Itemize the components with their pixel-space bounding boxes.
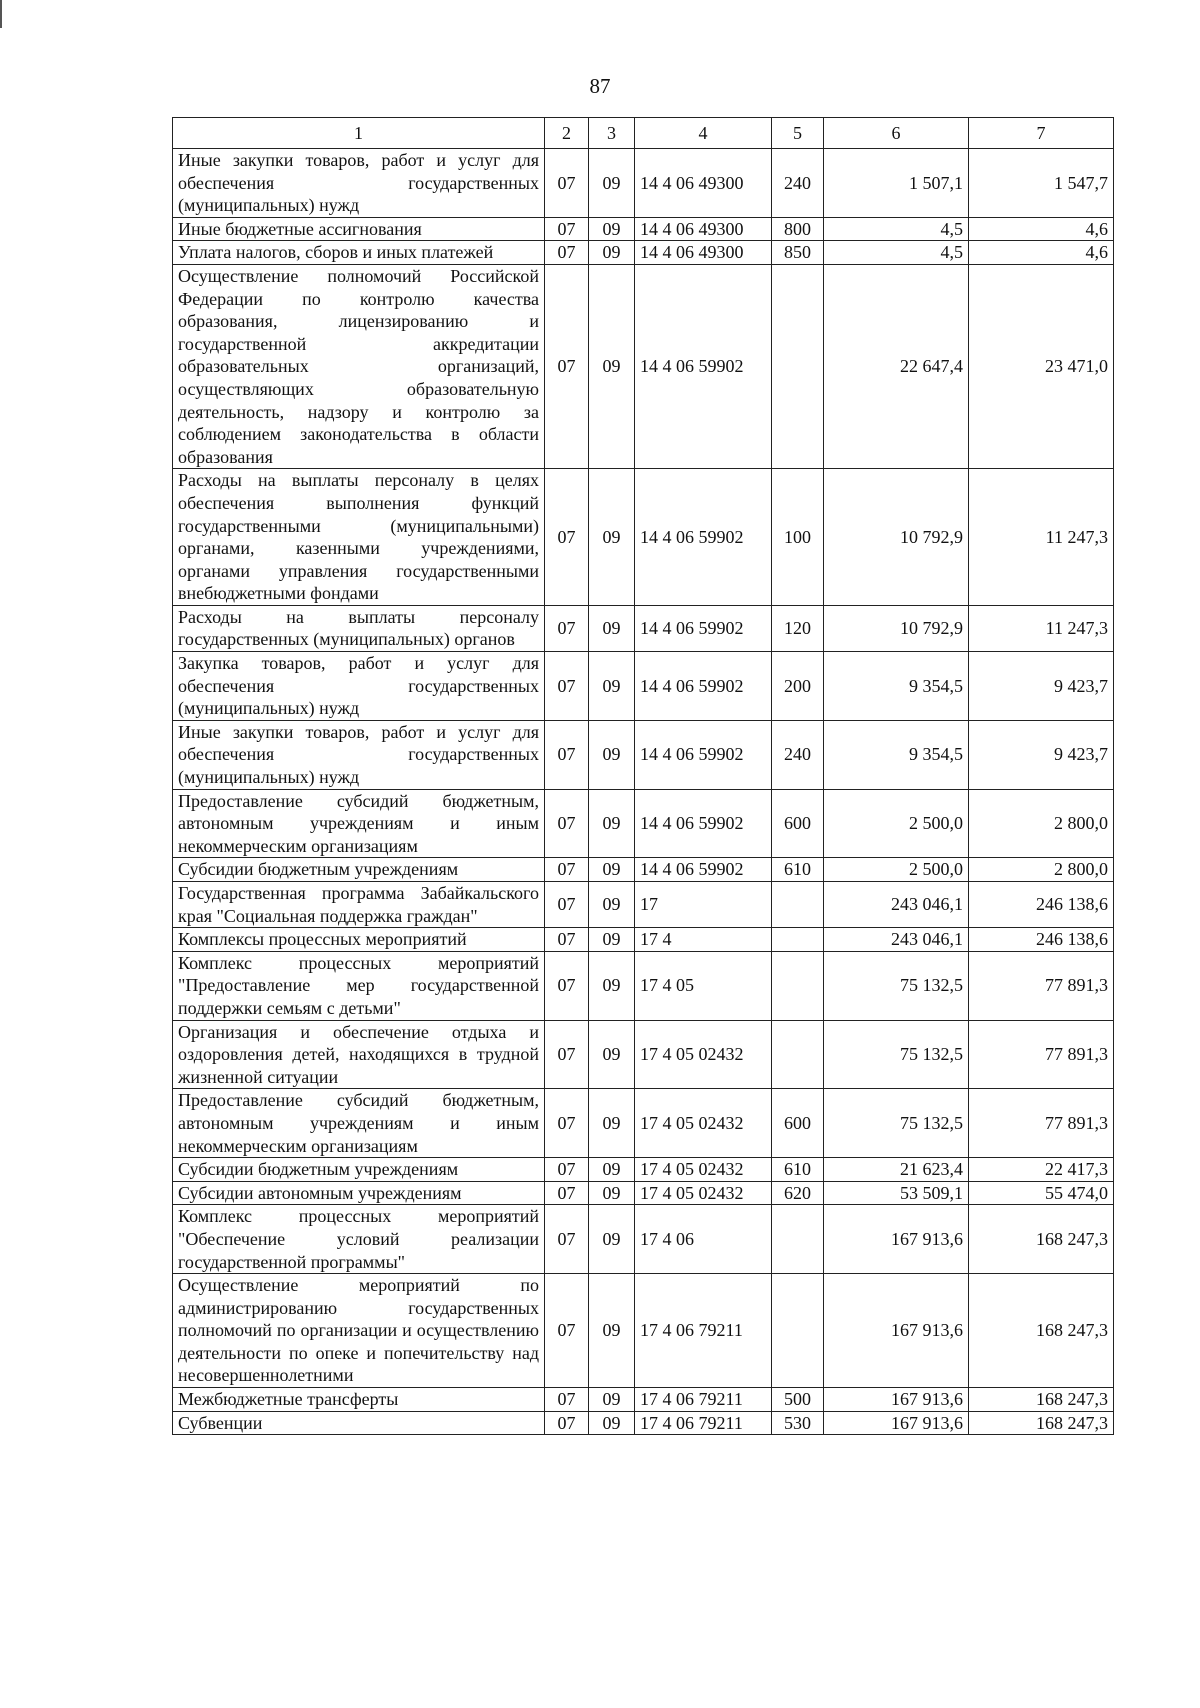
target-item-code-cell: 14 4 06 59902 <box>635 858 772 882</box>
target-item-code-cell: 14 4 06 49300 <box>635 149 772 218</box>
subsection-code-cell: 09 <box>589 1411 635 1435</box>
expense-type-code-cell: 610 <box>772 858 824 882</box>
column-header: 3 <box>589 118 635 149</box>
row-name-cell: Предоставление субсидий бюджетным, автономным учреждениям и иным некоммерческим организациям <box>173 1089 545 1158</box>
amount-col6-cell: 167 913,6 <box>824 1411 969 1435</box>
subsection-code-cell: 09 <box>589 789 635 858</box>
row-name-cell: Комплекс процессных мероприятий "Предоставление мер государственной поддержки семьям с детьми" <box>173 951 545 1020</box>
target-item-code-cell: 17 <box>635 882 772 928</box>
table-row <box>173 1181 1114 1205</box>
table-row <box>173 241 1114 265</box>
table-row <box>173 1089 1114 1158</box>
row-name-cell: Субсидии бюджетным учреждениям <box>173 1158 545 1182</box>
subsection-code-cell: 09 <box>589 149 635 218</box>
target-item-code-cell: 14 4 06 59902 <box>635 264 772 468</box>
amount-col6-cell: 2 500,0 <box>824 858 969 882</box>
target-item-code-cell: 17 4 06 <box>635 1205 772 1274</box>
amount-col6-cell: 9 354,5 <box>824 720 969 789</box>
table-row <box>173 882 1114 928</box>
target-item-code-cell: 17 4 05 02432 <box>635 1181 772 1205</box>
target-item-code-cell: 17 4 05 02432 <box>635 1020 772 1089</box>
subsection-code-cell: 09 <box>589 605 635 651</box>
row-name-cell: Государственная программа Забайкальского края "Социальная поддержка граждан" <box>173 882 545 928</box>
subsection-code-cell: 09 <box>589 858 635 882</box>
target-item-code-cell: 14 4 06 59902 <box>635 605 772 651</box>
expense-type-code-cell <box>772 1020 824 1089</box>
section-code-cell: 07 <box>545 264 589 468</box>
scan-margin-mark <box>0 0 2 28</box>
amount-col6-cell: 22 647,4 <box>824 264 969 468</box>
row-name-cell: Субсидии автономным учреждениям <box>173 1181 545 1205</box>
row-name-cell: Предоставление субсидий бюджетным, автономным учреждениям и иным некоммерческим организациям <box>173 789 545 858</box>
section-code-cell: 07 <box>545 241 589 265</box>
subsection-code-cell: 09 <box>589 928 635 952</box>
table-row <box>173 469 1114 606</box>
amount-col7-cell: 77 891,3 <box>969 1089 1114 1158</box>
subsection-code-cell: 09 <box>589 1089 635 1158</box>
table-row <box>173 1388 1114 1412</box>
column-header: 1 <box>173 118 545 149</box>
table-row <box>173 264 1114 468</box>
expense-type-code-cell: 600 <box>772 789 824 858</box>
target-item-code-cell: 17 4 05 02432 <box>635 1158 772 1182</box>
subsection-code-cell: 09 <box>589 1388 635 1412</box>
target-item-code-cell: 17 4 05 02432 <box>635 1089 772 1158</box>
expense-type-code-cell: 610 <box>772 1158 824 1182</box>
table-row <box>173 928 1114 952</box>
amount-col6-cell: 4,5 <box>824 241 969 265</box>
expense-type-code-cell: 800 <box>772 217 824 241</box>
expense-type-code-cell: 120 <box>772 605 824 651</box>
subsection-code-cell: 09 <box>589 264 635 468</box>
table-row <box>173 1205 1114 1274</box>
expense-type-code-cell <box>772 1274 824 1388</box>
amount-col7-cell: 246 138,6 <box>969 928 1114 952</box>
amount-col7-cell: 168 247,3 <box>969 1205 1114 1274</box>
amount-col6-cell: 75 132,5 <box>824 1089 969 1158</box>
amount-col7-cell: 2 800,0 <box>969 858 1114 882</box>
table-row <box>173 652 1114 721</box>
expense-type-code-cell: 240 <box>772 149 824 218</box>
amount-col7-cell: 2 800,0 <box>969 789 1114 858</box>
amount-col6-cell: 243 046,1 <box>824 928 969 952</box>
target-item-code-cell: 17 4 06 79211 <box>635 1388 772 1412</box>
expense-type-code-cell <box>772 882 824 928</box>
target-item-code-cell: 14 4 06 59902 <box>635 720 772 789</box>
table-row <box>173 789 1114 858</box>
amount-col7-cell: 246 138,6 <box>969 882 1114 928</box>
amount-col6-cell: 75 132,5 <box>824 951 969 1020</box>
table-row <box>173 149 1114 218</box>
row-name-cell: Комплексы процессных мероприятий <box>173 928 545 952</box>
row-name-cell: Межбюджетные трансферты <box>173 1388 545 1412</box>
subsection-code-cell: 09 <box>589 652 635 721</box>
row-name-cell: Иные закупки товаров, работ и услуг для обеспечения государственных (муниципальных) нужд <box>173 720 545 789</box>
column-header: 2 <box>545 118 589 149</box>
target-item-code-cell: 14 4 06 59902 <box>635 652 772 721</box>
row-name-cell: Осуществление полномочий Российской Федерации по контролю качества образования, лицензированию и государственной аккредитации образовательных организаций, осуществляющих образовательную деятельность, надзору и контролю за соблюдением законодательства в области образования <box>173 264 545 468</box>
table-row <box>173 605 1114 651</box>
table-row <box>173 1020 1114 1089</box>
amount-col6-cell: 167 913,6 <box>824 1205 969 1274</box>
section-code-cell: 07 <box>545 149 589 218</box>
section-code-cell: 07 <box>545 1181 589 1205</box>
expense-type-code-cell: 100 <box>772 469 824 606</box>
target-item-code-cell: 14 4 06 49300 <box>635 217 772 241</box>
amount-col6-cell: 243 046,1 <box>824 882 969 928</box>
amount-col7-cell: 168 247,3 <box>969 1274 1114 1388</box>
expense-type-code-cell: 530 <box>772 1411 824 1435</box>
section-code-cell: 07 <box>545 1274 589 1388</box>
table-row <box>173 1274 1114 1388</box>
table-row <box>173 1158 1114 1182</box>
expense-type-code-cell <box>772 1205 824 1274</box>
row-name-cell: Осуществление мероприятий по администрированию государственных полномочий по организации и осуществлению деятельности по опеке и попечительству над несовершеннолетними <box>173 1274 545 1388</box>
target-item-code-cell: 17 4 06 79211 <box>635 1274 772 1388</box>
row-name-cell: Иные бюджетные ассигнования <box>173 217 545 241</box>
amount-col7-cell: 9 423,7 <box>969 720 1114 789</box>
row-name-cell: Закупка товаров, работ и услуг для обеспечения государственных (муниципальных) нужд <box>173 652 545 721</box>
table-row <box>173 951 1114 1020</box>
amount-col7-cell: 23 471,0 <box>969 264 1114 468</box>
table-row <box>173 217 1114 241</box>
amount-col6-cell: 2 500,0 <box>824 789 969 858</box>
budget-table <box>172 117 1114 1435</box>
amount-col7-cell: 168 247,3 <box>969 1388 1114 1412</box>
amount-col6-cell: 75 132,5 <box>824 1020 969 1089</box>
section-code-cell: 07 <box>545 928 589 952</box>
amount-col7-cell: 4,6 <box>969 241 1114 265</box>
amount-col6-cell: 53 509,1 <box>824 1181 969 1205</box>
row-name-cell: Расходы на выплаты персоналу в целях обеспечения выполнения функций государственными (муниципальными) органами, казенными учреждениями, органами управления государственными внебюджетными фондами <box>173 469 545 606</box>
column-header: 7 <box>969 118 1114 149</box>
amount-col6-cell: 9 354,5 <box>824 652 969 721</box>
expense-type-code-cell: 240 <box>772 720 824 789</box>
amount-col6-cell: 21 623,4 <box>824 1158 969 1182</box>
target-item-code-cell: 14 4 06 49300 <box>635 241 772 265</box>
row-name-cell: Уплата налогов, сборов и иных платежей <box>173 241 545 265</box>
subsection-code-cell: 09 <box>589 1158 635 1182</box>
expense-type-code-cell <box>772 264 824 468</box>
target-item-code-cell: 14 4 06 59902 <box>635 789 772 858</box>
row-name-cell: Расходы на выплаты персоналу государственных (муниципальных) органов <box>173 605 545 651</box>
amount-col7-cell: 22 417,3 <box>969 1158 1114 1182</box>
amount-col6-cell: 167 913,6 <box>824 1388 969 1412</box>
section-code-cell: 07 <box>545 1158 589 1182</box>
expense-type-code-cell: 200 <box>772 652 824 721</box>
subsection-code-cell: 09 <box>589 217 635 241</box>
expense-type-code-cell: 600 <box>772 1089 824 1158</box>
amount-col6-cell: 1 507,1 <box>824 149 969 218</box>
expense-type-code-cell: 500 <box>772 1388 824 1412</box>
table-row <box>173 720 1114 789</box>
section-code-cell: 07 <box>545 652 589 721</box>
section-code-cell: 07 <box>545 1411 589 1435</box>
row-name-cell: Организация и обеспечение отдыха и оздоровления детей, находящихся в трудной жизненной ситуации <box>173 1020 545 1089</box>
section-code-cell: 07 <box>545 469 589 606</box>
section-code-cell: 07 <box>545 1205 589 1274</box>
expense-type-code-cell: 850 <box>772 241 824 265</box>
subsection-code-cell: 09 <box>589 882 635 928</box>
amount-col7-cell: 77 891,3 <box>969 1020 1114 1089</box>
amount-col6-cell: 167 913,6 <box>824 1274 969 1388</box>
subsection-code-cell: 09 <box>589 951 635 1020</box>
target-item-code-cell: 14 4 06 59902 <box>635 469 772 606</box>
column-header: 6 <box>824 118 969 149</box>
section-code-cell: 07 <box>545 858 589 882</box>
target-item-code-cell: 17 4 <box>635 928 772 952</box>
target-item-code-cell: 17 4 06 79211 <box>635 1411 772 1435</box>
expense-type-code-cell <box>772 928 824 952</box>
expense-type-code-cell: 620 <box>772 1181 824 1205</box>
amount-col6-cell: 4,5 <box>824 217 969 241</box>
section-code-cell: 07 <box>545 217 589 241</box>
section-code-cell: 07 <box>545 951 589 1020</box>
amount-col6-cell: 10 792,9 <box>824 605 969 651</box>
section-code-cell: 07 <box>545 1089 589 1158</box>
table-body <box>173 149 1114 1435</box>
row-name-cell: Иные закупки товаров, работ и услуг для обеспечения государственных (муниципальных) нужд <box>173 149 545 218</box>
table-row <box>173 858 1114 882</box>
table-row <box>173 1411 1114 1435</box>
amount-col7-cell: 4,6 <box>969 217 1114 241</box>
section-code-cell: 07 <box>545 720 589 789</box>
row-name-cell: Субсидии бюджетным учреждениям <box>173 858 545 882</box>
target-item-code-cell: 17 4 05 <box>635 951 772 1020</box>
subsection-code-cell: 09 <box>589 1181 635 1205</box>
amount-col7-cell: 77 891,3 <box>969 951 1114 1020</box>
row-name-cell: Комплекс процессных мероприятий "Обеспечение условий реализации государственной программы" <box>173 1205 545 1274</box>
subsection-code-cell: 09 <box>589 1274 635 1388</box>
amount-col6-cell: 10 792,9 <box>824 469 969 606</box>
subsection-code-cell: 09 <box>589 720 635 789</box>
column-header: 4 <box>635 118 772 149</box>
expense-type-code-cell <box>772 951 824 1020</box>
amount-col7-cell: 55 474,0 <box>969 1181 1114 1205</box>
subsection-code-cell: 09 <box>589 469 635 606</box>
table-header-row <box>173 118 1114 149</box>
section-code-cell: 07 <box>545 605 589 651</box>
amount-col7-cell: 11 247,3 <box>969 605 1114 651</box>
section-code-cell: 07 <box>545 1020 589 1089</box>
amount-col7-cell: 168 247,3 <box>969 1411 1114 1435</box>
section-code-cell: 07 <box>545 882 589 928</box>
amount-col7-cell: 1 547,7 <box>969 149 1114 218</box>
row-name-cell: Субвенции <box>173 1411 545 1435</box>
page-number: 87 <box>589 74 611 98</box>
section-code-cell: 07 <box>545 1388 589 1412</box>
subsection-code-cell: 09 <box>589 241 635 265</box>
subsection-code-cell: 09 <box>589 1205 635 1274</box>
amount-col7-cell: 11 247,3 <box>969 469 1114 606</box>
column-header: 5 <box>772 118 824 149</box>
amount-col7-cell: 9 423,7 <box>969 652 1114 721</box>
section-code-cell: 07 <box>545 789 589 858</box>
subsection-code-cell: 09 <box>589 1020 635 1089</box>
